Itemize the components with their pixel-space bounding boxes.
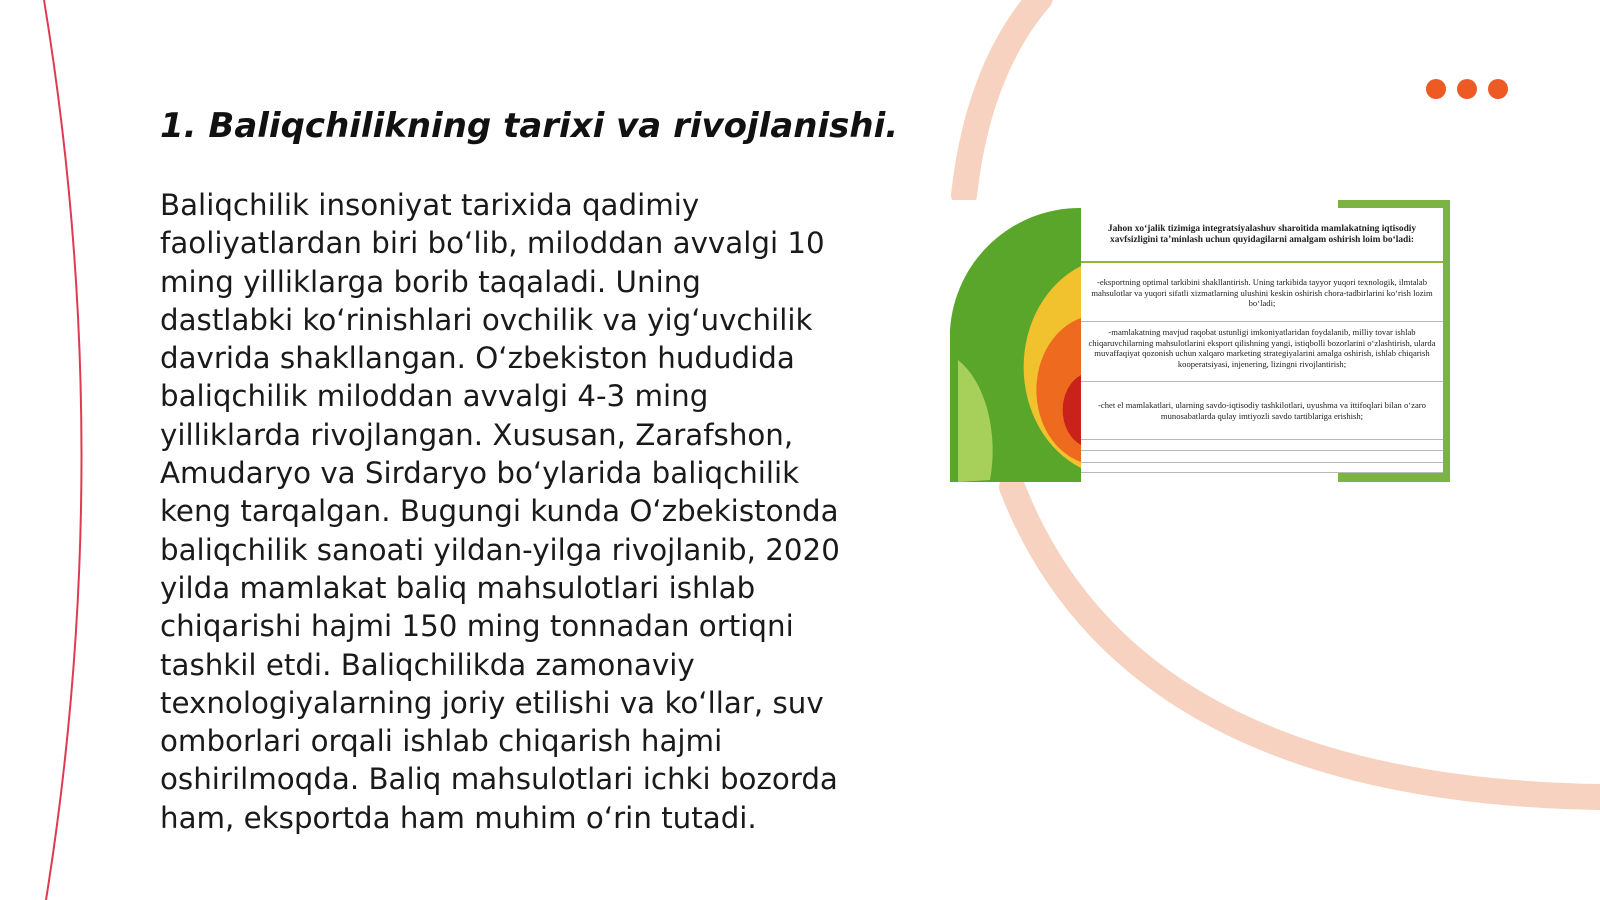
decorative-arc-top [964,0,1040,195]
three-dots-icon [1426,79,1508,99]
decorative-arc-bottom [1012,487,1600,797]
slide-body-text: Baliqchilik insoniyat tarixida qadimiy faoliyatlardan biri bo‘lib, miloddan avvalgi 10 ming yilliklarga borib taqaladi. Uning dastlabki ko‘rinishlari ovchilik va yig‘uvchilik davrida shakllangan. O‘zbekiston hududida baliqchilik miloddan avvalgi 4-3 ming yilliklarda rivojlangan. Xususan, Zarafshon, Amudaryo va Sirdaryo bo‘ylarida baliqchilik keng tarqalgan. Bugungi kunda O‘zbekistonda baliqchilik sanoati yildan-yilga rivojlanib, 2020 yilda mamlakat baliq mahsulotlari ishlab chiqarishi hajmi 150 ming tonnadan ortiqni tashkil etdi. Baliqchilikda zamonaviy texnologiyalarning joriy etilishi va ko‘llar, suv omborlari orqali ishlab chiqarish hajmi oshirilmoqda. Baliq mahsulotlari ichki bozorda ham, eksportda ham muhim o‘rin tutadi. [160,188,840,835]
diagram-rule-1 [1081,450,1443,451]
diagram-rule-2 [1081,462,1443,463]
slide-title: 1. Baliqchilikning tarixi va rivojlanishi. [160,106,899,146]
dot-3 [1488,79,1508,99]
nested-arc-diagram [950,200,1450,482]
diagram-item-3: -chet el mamlakatlari, ularning savdo-iqtisodiy tashkilotlari, uyushma va ittifoqlari bilan o‘zaro munosabatlarda qulay imtiyozli savdo tartiblariga erishish; [1081,382,1443,440]
dot-1 [1426,79,1446,99]
diagram-header: Jahon xo‘jalik tizimiga integratsiyalashuv sharoitida mamlakatning iqtisodiy xavfsizligini ta’minlash uchun quyidagilarni amalgam oshirish loim bo‘ladi: [1081,208,1443,263]
diagram-item-2: -mamlakatning mavjud raqobat ustunligi imkoniyatlaridan foydalanib, milliy tovar ishlab chiqaruvchilarning mahsulotlarini eksport qilishning yangi, istiqbolli bozorlarini o‘zlashtirish, ularda muvaffaqiyat qozonish uchun xalqaro marketing strategiyalarini amalga oshirish, ishlab chiqarish kooperatsiyasi, injenering, lizingni rivojlantirish; [1081,322,1443,382]
diagram-text-panel [1081,208,1443,473]
left-border-curve [44,0,82,900]
dot-2 [1457,79,1477,99]
diagram-rule-3 [1081,472,1443,473]
diagram-item-1: -eksportning optimal tarkibini shakllantirish. Uning tarkibida tayyor yuqori texnologik, ilmtalab mahsulotlar va yuqori sifatli xizmatlarning ulushini keskin oshirish chora-tadbirlarini ko‘rish lozim bo‘ladi; [1081,265,1443,322]
